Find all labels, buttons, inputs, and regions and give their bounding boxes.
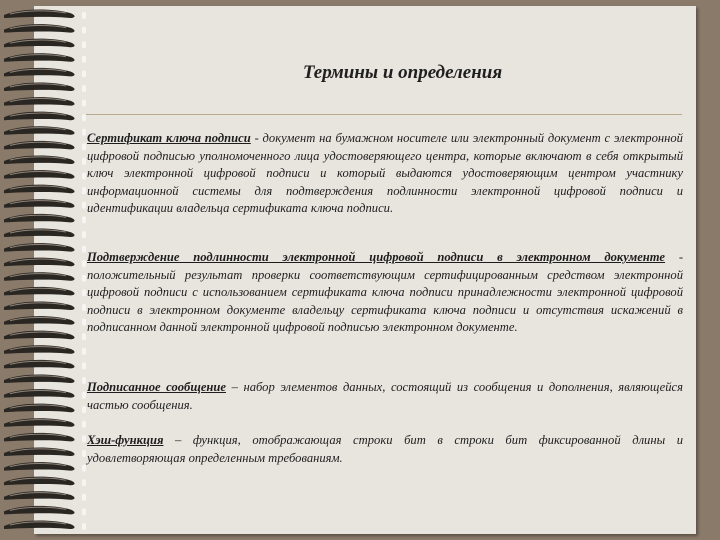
punch-hole [82,333,86,340]
punch-hole [82,421,86,428]
punch-hole [82,246,86,253]
punch-hole [82,319,86,326]
punch-hole [82,465,86,472]
punch-hole [82,129,86,136]
punch-hole [82,304,86,311]
punch-hole [82,202,86,209]
punch-hole [82,143,86,150]
definition-authenticity [87,249,683,337]
punch-hole [82,377,86,384]
punch-hole [82,362,86,369]
term-name: Хэш-функция [87,433,164,447]
punch-hole [82,173,86,180]
punch-hole [82,523,86,530]
title-divider [86,114,682,115]
term-definition: - положительный результат проверки соответствующим сертифицированным средством электронной цифровой подписи с использованием сертификата ключа подписи принадлежности электронной цифровой подписи в электронном документе владельцу сертификата ключа подписи и отсутствия искажений в подписанном данной электронной цифровой подписью электронном документе. [87,250,684,334]
definition-hash-function [87,432,683,467]
punch-hole [82,231,86,238]
punch-hole [82,479,86,486]
punch-hole [82,41,86,48]
punch-hole [82,406,86,413]
term-name: Подписанное сообщение [87,380,227,394]
punch-hole [82,187,86,194]
term-definition: – функция, отображающая строки бит в строки бит фиксированной длины и удовлетворяющая определенным требованиям. [87,433,683,465]
punch-hole [82,289,86,296]
punch-hole [82,450,86,457]
punch-hole [82,275,86,282]
punch-hole [82,348,86,355]
page-title: Термины и определения [302,62,503,83]
term-definition: - документ на бумажном носителе или электронный документ с электронной цифровой подписью уполномоченного лица удостоверяющего центра, которые включают в себя открытый ключ электронной цифровой подписи и который выдаются удостоверяющим центром участнику информационной системы для подтверждения подлинности электронной цифровой подписи и идентификации владельца сертификата ключа подписи. [87,131,683,215]
punch-hole [82,392,86,399]
term-name: Сертификат ключа подписи [87,131,251,145]
punch-hole [82,494,86,501]
punch-hole [82,216,86,223]
punch-hole [82,12,86,19]
punch-hole [82,435,86,442]
definition-certificate [87,130,683,218]
term-name: Подтверждение подлинности электронной цифровой подписи в электронном документе [87,250,666,264]
punch-hole [82,260,86,267]
punch-hole [82,508,86,515]
punch-hole [82,85,86,92]
punch-hole [82,158,86,165]
term-definition: – набор элементов данных, состоящий из сообщения и дополнения, являющейся частью сообщения. [87,380,683,412]
punch-hole [82,27,86,34]
punch-hole [82,100,86,107]
definition-signed-message [87,379,683,414]
punch-hole [82,114,86,121]
